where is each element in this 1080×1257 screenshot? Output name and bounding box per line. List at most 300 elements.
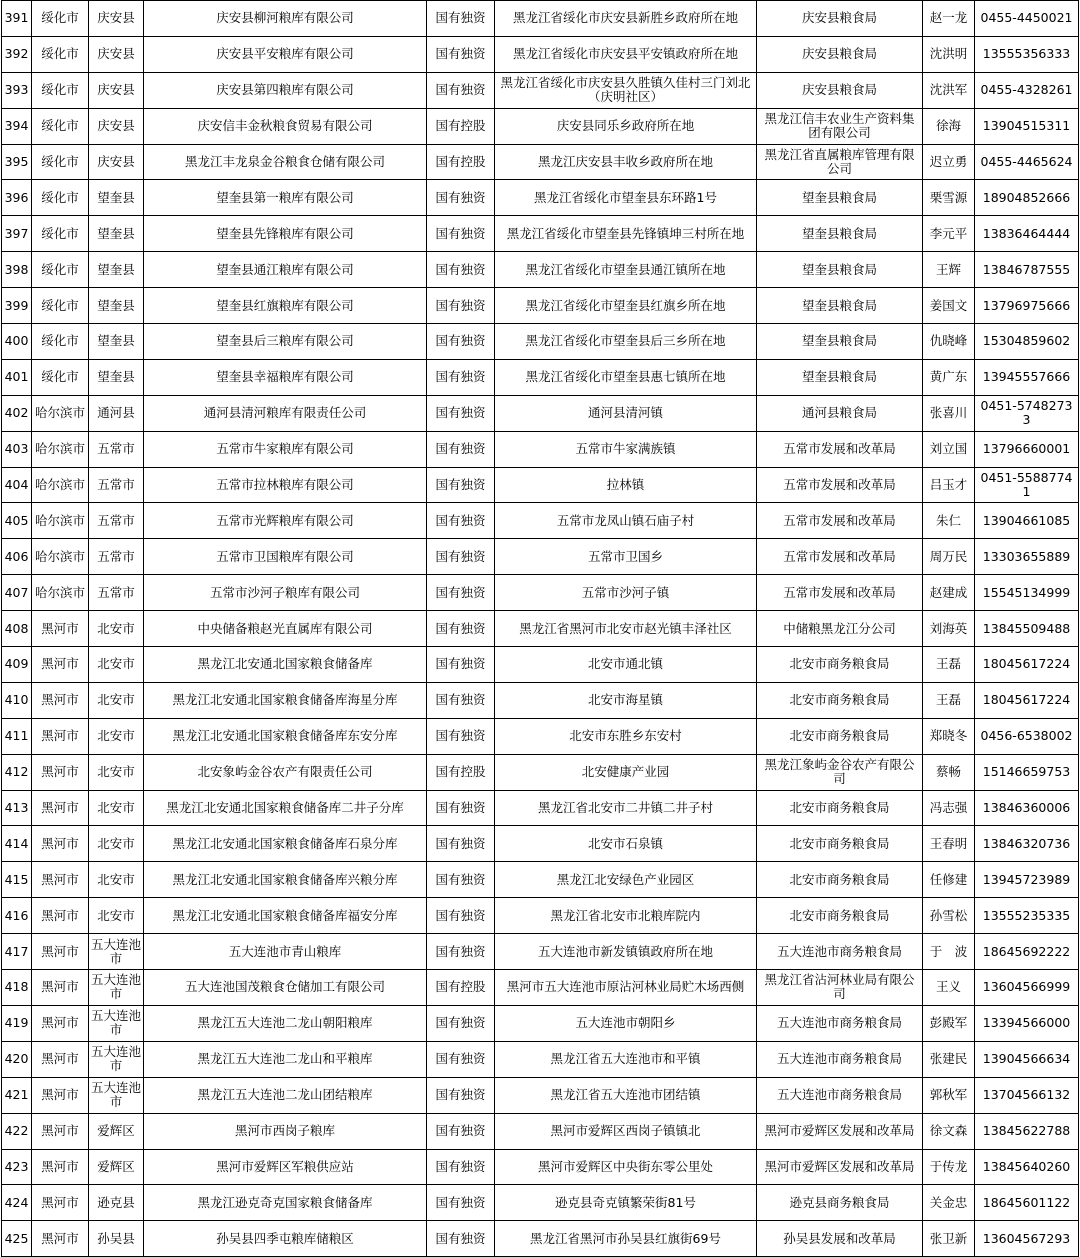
address-cell: 拉林镇 bbox=[495, 467, 757, 503]
ownership-type-cell: 国有独资 bbox=[427, 790, 495, 826]
depot-name-cell: 黑龙江北安通北国家粮食储备库东安分库 bbox=[144, 718, 427, 754]
contact-person-cell: 彭殿军 bbox=[923, 1005, 975, 1041]
ownership-type-cell: 国有独资 bbox=[427, 395, 495, 431]
depot-name-cell: 黑龙江五大连池二龙山朝阳粮库 bbox=[144, 1005, 427, 1041]
city-cell: 哈尔滨市 bbox=[32, 503, 89, 539]
address-cell: 北安市通北镇 bbox=[495, 647, 757, 683]
authority-cell: 北安市商务粮食局 bbox=[757, 826, 923, 862]
city-cell: 黑河市 bbox=[32, 898, 89, 934]
city-cell: 哈尔滨市 bbox=[32, 431, 89, 467]
depot-name-cell: 黑河市西岗子粮库 bbox=[144, 1113, 427, 1149]
phone-cell: 15304859602 bbox=[975, 324, 1079, 360]
table-row bbox=[2, 682, 1079, 718]
phone-cell: 13945723989 bbox=[975, 862, 1079, 898]
depot-name-cell: 五常市牛家粮库有限公司 bbox=[144, 431, 427, 467]
authority-cell: 五常市发展和改革局 bbox=[757, 431, 923, 467]
table-row bbox=[2, 647, 1079, 683]
table-row bbox=[2, 324, 1079, 360]
authority-cell: 中储粮黑龙江分公司 bbox=[757, 611, 923, 647]
table-row bbox=[2, 288, 1079, 324]
authority-cell: 北安市商务粮食局 bbox=[757, 790, 923, 826]
city-cell: 绥化市 bbox=[32, 144, 89, 180]
phone-cell: 18045617224 bbox=[975, 682, 1079, 718]
contact-person-cell: 吕玉才 bbox=[923, 467, 975, 503]
authority-cell: 望奎县粮食局 bbox=[757, 324, 923, 360]
row-number-cell: 399 bbox=[2, 288, 32, 324]
county-cell: 北安市 bbox=[89, 611, 144, 647]
table-row bbox=[2, 754, 1079, 790]
county-cell: 五大连池市 bbox=[89, 1041, 144, 1077]
row-number-cell: 407 bbox=[2, 575, 32, 611]
row-number-cell: 408 bbox=[2, 611, 32, 647]
contact-person-cell: 李元平 bbox=[923, 216, 975, 252]
table-row bbox=[2, 539, 1079, 575]
row-number-cell: 414 bbox=[2, 826, 32, 862]
table-row bbox=[2, 1077, 1079, 1113]
depot-name-cell: 黑龙江北安通北国家粮食储备库二井子分库 bbox=[144, 790, 427, 826]
table-row bbox=[2, 359, 1079, 395]
table-row bbox=[2, 898, 1079, 934]
ownership-type-cell: 国有独资 bbox=[427, 826, 495, 862]
table-row bbox=[2, 252, 1079, 288]
depot-name-cell: 黑龙江逊克奇克国家粮食储备库 bbox=[144, 1185, 427, 1221]
address-cell: 北安市海星镇 bbox=[495, 682, 757, 718]
depot-name-cell: 望奎县第一粮库有限公司 bbox=[144, 180, 427, 216]
contact-person-cell: 于 波 bbox=[923, 934, 975, 970]
address-cell: 五大连池市新发镇镇政府所在地 bbox=[495, 934, 757, 970]
county-cell: 望奎县 bbox=[89, 359, 144, 395]
county-cell: 北安市 bbox=[89, 682, 144, 718]
county-cell: 北安市 bbox=[89, 826, 144, 862]
city-cell: 绥化市 bbox=[32, 108, 89, 144]
address-cell: 黑龙江省绥化市望奎县先锋镇坤三村所在地 bbox=[495, 216, 757, 252]
contact-person-cell: 赵一龙 bbox=[923, 1, 975, 37]
authority-cell: 黑龙江信丰农业生产资料集团有限公司 bbox=[757, 108, 923, 144]
depot-name-cell: 黑河市爱辉区军粮供应站 bbox=[144, 1149, 427, 1185]
ownership-type-cell: 国有控股 bbox=[427, 970, 495, 1006]
city-cell: 黑河市 bbox=[32, 611, 89, 647]
contact-person-cell: 郑晓冬 bbox=[923, 718, 975, 754]
ownership-type-cell: 国有独资 bbox=[427, 1149, 495, 1185]
contact-person-cell: 沈洪军 bbox=[923, 72, 975, 108]
ownership-type-cell: 国有独资 bbox=[427, 216, 495, 252]
table-row bbox=[2, 395, 1079, 431]
row-number-cell: 418 bbox=[2, 970, 32, 1006]
phone-cell: 15545134999 bbox=[975, 575, 1079, 611]
authority-cell: 黑龙江省沾河林业局有限公司 bbox=[757, 970, 923, 1006]
row-number-cell: 397 bbox=[2, 216, 32, 252]
county-cell: 北安市 bbox=[89, 862, 144, 898]
phone-cell: 18645601122 bbox=[975, 1185, 1079, 1221]
ownership-type-cell: 国有独资 bbox=[427, 72, 495, 108]
phone-cell: 13394566000 bbox=[975, 1005, 1079, 1041]
address-cell: 黑龙江省绥化市望奎县通江镇所在地 bbox=[495, 252, 757, 288]
city-cell: 黑河市 bbox=[32, 970, 89, 1006]
depot-name-cell: 望奎县幸福粮库有限公司 bbox=[144, 359, 427, 395]
city-cell: 哈尔滨市 bbox=[32, 395, 89, 431]
contact-person-cell: 张喜川 bbox=[923, 395, 975, 431]
city-cell: 黑河市 bbox=[32, 1005, 89, 1041]
depot-name-cell: 黑龙江北安通北国家粮食储备库海星分库 bbox=[144, 682, 427, 718]
authority-cell: 望奎县粮食局 bbox=[757, 359, 923, 395]
city-cell: 绥化市 bbox=[32, 180, 89, 216]
ownership-type-cell: 国有独资 bbox=[427, 431, 495, 467]
county-cell: 北安市 bbox=[89, 754, 144, 790]
depot-name-cell: 黑龙江北安通北国家粮食储备库 bbox=[144, 647, 427, 683]
row-number-cell: 422 bbox=[2, 1113, 32, 1149]
authority-cell: 逊克县商务粮食局 bbox=[757, 1185, 923, 1221]
ownership-type-cell: 国有独资 bbox=[427, 1185, 495, 1221]
contact-person-cell: 蔡畅 bbox=[923, 754, 975, 790]
ownership-type-cell: 国有独资 bbox=[427, 288, 495, 324]
phone-cell: 13846360006 bbox=[975, 790, 1079, 826]
city-cell: 黑河市 bbox=[32, 647, 89, 683]
row-number-cell: 410 bbox=[2, 682, 32, 718]
address-cell: 五常市沙河子镇 bbox=[495, 575, 757, 611]
row-number-cell: 423 bbox=[2, 1149, 32, 1185]
depot-name-cell: 五常市光辉粮库有限公司 bbox=[144, 503, 427, 539]
address-cell: 黑龙江北安绿色产业园区 bbox=[495, 862, 757, 898]
row-number-cell: 400 bbox=[2, 324, 32, 360]
depot-name-cell: 黑龙江五大连池二龙山和平粮库 bbox=[144, 1041, 427, 1077]
table-row bbox=[2, 575, 1079, 611]
ownership-type-cell: 国有独资 bbox=[427, 1221, 495, 1257]
table-row bbox=[2, 718, 1079, 754]
authority-cell: 黑龙江象屿金谷农产有限公司 bbox=[757, 754, 923, 790]
depot-name-cell: 庆安县第四粮库有限公司 bbox=[144, 72, 427, 108]
address-cell: 通河县清河镇 bbox=[495, 395, 757, 431]
contact-person-cell: 王春明 bbox=[923, 826, 975, 862]
row-number-cell: 391 bbox=[2, 1, 32, 37]
city-cell: 黑河市 bbox=[32, 1221, 89, 1257]
contact-person-cell: 沈洪明 bbox=[923, 36, 975, 72]
authority-cell: 庆安县粮食局 bbox=[757, 36, 923, 72]
city-cell: 黑河市 bbox=[32, 718, 89, 754]
county-cell: 北安市 bbox=[89, 790, 144, 826]
phone-cell: 13604567293 bbox=[975, 1221, 1079, 1257]
county-cell: 庆安县 bbox=[89, 144, 144, 180]
row-number-cell: 419 bbox=[2, 1005, 32, 1041]
city-cell: 绥化市 bbox=[32, 252, 89, 288]
contact-person-cell: 刘立国 bbox=[923, 431, 975, 467]
authority-cell: 五常市发展和改革局 bbox=[757, 539, 923, 575]
contact-person-cell: 任修建 bbox=[923, 862, 975, 898]
city-cell: 绥化市 bbox=[32, 72, 89, 108]
address-cell: 黑龙江省绥化市庆安县久胜镇久佳村三门刘北（庆明社区） bbox=[495, 72, 757, 108]
phone-cell: 13846320736 bbox=[975, 826, 1079, 862]
depot-name-cell: 黑龙江五大连池二龙山团结粮库 bbox=[144, 1077, 427, 1113]
address-cell: 黑龙江省绥化市望奎县红旗乡所在地 bbox=[495, 288, 757, 324]
contact-person-cell: 姜国文 bbox=[923, 288, 975, 324]
contact-person-cell: 张建民 bbox=[923, 1041, 975, 1077]
city-cell: 黑河市 bbox=[32, 1077, 89, 1113]
table-body bbox=[2, 1, 1079, 1257]
county-cell: 通河县 bbox=[89, 395, 144, 431]
table-row bbox=[2, 1149, 1079, 1185]
row-number-cell: 396 bbox=[2, 180, 32, 216]
grain-depot-table bbox=[1, 0, 1079, 1257]
authority-cell: 北安市商务粮食局 bbox=[757, 682, 923, 718]
authority-cell: 五大连池市商务粮食局 bbox=[757, 1077, 923, 1113]
ownership-type-cell: 国有独资 bbox=[427, 575, 495, 611]
ownership-type-cell: 国有独资 bbox=[427, 1077, 495, 1113]
ownership-type-cell: 国有独资 bbox=[427, 503, 495, 539]
city-cell: 哈尔滨市 bbox=[32, 539, 89, 575]
city-cell: 黑河市 bbox=[32, 1149, 89, 1185]
authority-cell: 北安市商务粮食局 bbox=[757, 898, 923, 934]
authority-cell: 通河县粮食局 bbox=[757, 395, 923, 431]
address-cell: 庆安县同乐乡政府所在地 bbox=[495, 108, 757, 144]
address-cell: 黑龙江省绥化市望奎县惠七镇所在地 bbox=[495, 359, 757, 395]
contact-person-cell: 冯志强 bbox=[923, 790, 975, 826]
contact-person-cell: 王辉 bbox=[923, 252, 975, 288]
phone-cell: 0455-4328261 bbox=[975, 72, 1079, 108]
county-cell: 望奎县 bbox=[89, 216, 144, 252]
depot-name-cell: 庆安信丰金秋粮食贸易有限公司 bbox=[144, 108, 427, 144]
address-cell: 黑龙江省北安市二井镇二井子村 bbox=[495, 790, 757, 826]
contact-person-cell: 张卫新 bbox=[923, 1221, 975, 1257]
phone-cell: 13796975666 bbox=[975, 288, 1079, 324]
address-cell: 逊克县奇克镇繁荣街81号 bbox=[495, 1185, 757, 1221]
ownership-type-cell: 国有控股 bbox=[427, 108, 495, 144]
county-cell: 望奎县 bbox=[89, 324, 144, 360]
city-cell: 绥化市 bbox=[32, 324, 89, 360]
address-cell: 黑龙江庆安县丰收乡政府所在地 bbox=[495, 144, 757, 180]
city-cell: 黑河市 bbox=[32, 1041, 89, 1077]
address-cell: 黑龙江省黑河市北安市赵光镇丰泽社区 bbox=[495, 611, 757, 647]
address-cell: 黑龙江省绥化市庆安县新胜乡政府所在地 bbox=[495, 1, 757, 37]
city-cell: 绥化市 bbox=[32, 36, 89, 72]
city-cell: 绥化市 bbox=[32, 1, 89, 37]
contact-person-cell: 王义 bbox=[923, 970, 975, 1006]
authority-cell: 北安市商务粮食局 bbox=[757, 862, 923, 898]
contact-person-cell: 朱仁 bbox=[923, 503, 975, 539]
address-cell: 黑龙江省绥化市望奎县东环路1号 bbox=[495, 180, 757, 216]
table-row bbox=[2, 970, 1079, 1006]
authority-cell: 黑河市爱辉区发展和改革局 bbox=[757, 1149, 923, 1185]
depot-name-cell: 五常市沙河子粮库有限公司 bbox=[144, 575, 427, 611]
county-cell: 五大连池市 bbox=[89, 970, 144, 1006]
ownership-type-cell: 国有独资 bbox=[427, 180, 495, 216]
table-row bbox=[2, 72, 1079, 108]
phone-cell: 13904661085 bbox=[975, 503, 1079, 539]
phone-cell: 0451-55887741 bbox=[975, 467, 1079, 503]
table-row bbox=[2, 1113, 1079, 1149]
county-cell: 望奎县 bbox=[89, 252, 144, 288]
depot-name-cell: 五常市拉林粮库有限公司 bbox=[144, 467, 427, 503]
table-row bbox=[2, 1, 1079, 37]
ownership-type-cell: 国有独资 bbox=[427, 324, 495, 360]
ownership-type-cell: 国有独资 bbox=[427, 252, 495, 288]
county-cell: 五大连池市 bbox=[89, 934, 144, 970]
contact-person-cell: 关金忠 bbox=[923, 1185, 975, 1221]
city-cell: 黑河市 bbox=[32, 862, 89, 898]
contact-person-cell: 仇晓峰 bbox=[923, 324, 975, 360]
city-cell: 黑河市 bbox=[32, 1113, 89, 1149]
county-cell: 五常市 bbox=[89, 431, 144, 467]
phone-cell: 13303655889 bbox=[975, 539, 1079, 575]
contact-person-cell: 迟立勇 bbox=[923, 144, 975, 180]
row-number-cell: 417 bbox=[2, 934, 32, 970]
city-cell: 黑河市 bbox=[32, 790, 89, 826]
row-number-cell: 406 bbox=[2, 539, 32, 575]
city-cell: 黑河市 bbox=[32, 934, 89, 970]
row-number-cell: 415 bbox=[2, 862, 32, 898]
row-number-cell: 416 bbox=[2, 898, 32, 934]
address-cell: 黑龙江省绥化市庆安县平安镇政府所在地 bbox=[495, 36, 757, 72]
contact-person-cell: 孙雪松 bbox=[923, 898, 975, 934]
depot-name-cell: 望奎县先锋粮库有限公司 bbox=[144, 216, 427, 252]
county-cell: 逊克县 bbox=[89, 1185, 144, 1221]
phone-cell: 13904515311 bbox=[975, 108, 1079, 144]
authority-cell: 五常市发展和改革局 bbox=[757, 467, 923, 503]
authority-cell: 庆安县粮食局 bbox=[757, 72, 923, 108]
city-cell: 黑河市 bbox=[32, 1185, 89, 1221]
table-row bbox=[2, 144, 1079, 180]
county-cell: 庆安县 bbox=[89, 108, 144, 144]
ownership-type-cell: 国有独资 bbox=[427, 36, 495, 72]
contact-person-cell: 黄广东 bbox=[923, 359, 975, 395]
city-cell: 绥化市 bbox=[32, 216, 89, 252]
county-cell: 庆安县 bbox=[89, 36, 144, 72]
row-number-cell: 412 bbox=[2, 754, 32, 790]
phone-cell: 13836464444 bbox=[975, 216, 1079, 252]
row-number-cell: 425 bbox=[2, 1221, 32, 1257]
row-number-cell: 404 bbox=[2, 467, 32, 503]
authority-cell: 北安市商务粮食局 bbox=[757, 647, 923, 683]
ownership-type-cell: 国有独资 bbox=[427, 934, 495, 970]
address-cell: 黑龙江省五大连池市团结镇 bbox=[495, 1077, 757, 1113]
authority-cell: 五大连池市商务粮食局 bbox=[757, 934, 923, 970]
phone-cell: 18904852666 bbox=[975, 180, 1079, 216]
row-number-cell: 420 bbox=[2, 1041, 32, 1077]
authority-cell: 望奎县粮食局 bbox=[757, 252, 923, 288]
table-row bbox=[2, 467, 1079, 503]
ownership-type-cell: 国有独资 bbox=[427, 898, 495, 934]
depot-name-cell: 五常市卫国粮库有限公司 bbox=[144, 539, 427, 575]
depot-name-cell: 通河县清河粮库有限责任公司 bbox=[144, 395, 427, 431]
depot-name-cell: 黑龙江丰龙泉金谷粮食仓储有限公司 bbox=[144, 144, 427, 180]
depot-name-cell: 黑龙江北安通北国家粮食储备库兴粮分库 bbox=[144, 862, 427, 898]
phone-cell: 13555235335 bbox=[975, 898, 1079, 934]
phone-cell: 13704566132 bbox=[975, 1077, 1079, 1113]
authority-cell: 望奎县粮食局 bbox=[757, 180, 923, 216]
ownership-type-cell: 国有独资 bbox=[427, 718, 495, 754]
phone-cell: 18645692222 bbox=[975, 934, 1079, 970]
table-row bbox=[2, 503, 1079, 539]
address-cell: 北安市东胜乡东安村 bbox=[495, 718, 757, 754]
contact-person-cell: 刘海英 bbox=[923, 611, 975, 647]
address-cell: 黑龙江省黑河市孙吴县红旗街69号 bbox=[495, 1221, 757, 1257]
phone-cell: 0455-4450021 bbox=[975, 1, 1079, 37]
city-cell: 绥化市 bbox=[32, 288, 89, 324]
phone-cell: 13555356333 bbox=[975, 36, 1079, 72]
row-number-cell: 403 bbox=[2, 431, 32, 467]
ownership-type-cell: 国有独资 bbox=[427, 682, 495, 718]
ownership-type-cell: 国有独资 bbox=[427, 467, 495, 503]
contact-person-cell: 徐文森 bbox=[923, 1113, 975, 1149]
county-cell: 庆安县 bbox=[89, 72, 144, 108]
contact-person-cell: 郭秋军 bbox=[923, 1077, 975, 1113]
phone-cell: 13845509488 bbox=[975, 611, 1079, 647]
county-cell: 孙吴县 bbox=[89, 1221, 144, 1257]
phone-cell: 13796660001 bbox=[975, 431, 1079, 467]
depot-name-cell: 望奎县红旗粮库有限公司 bbox=[144, 288, 427, 324]
table-row bbox=[2, 180, 1079, 216]
table-row bbox=[2, 216, 1079, 252]
address-cell: 北安市石泉镇 bbox=[495, 826, 757, 862]
row-number-cell: 392 bbox=[2, 36, 32, 72]
phone-cell: 13845622788 bbox=[975, 1113, 1079, 1149]
authority-cell: 五大连池市商务粮食局 bbox=[757, 1041, 923, 1077]
county-cell: 爱辉区 bbox=[89, 1113, 144, 1149]
row-number-cell: 405 bbox=[2, 503, 32, 539]
row-number-cell: 421 bbox=[2, 1077, 32, 1113]
table-row bbox=[2, 431, 1079, 467]
row-number-cell: 424 bbox=[2, 1185, 32, 1221]
table-row bbox=[2, 790, 1079, 826]
row-number-cell: 394 bbox=[2, 108, 32, 144]
contact-person-cell: 于传龙 bbox=[923, 1149, 975, 1185]
contact-person-cell: 赵建成 bbox=[923, 575, 975, 611]
ownership-type-cell: 国有独资 bbox=[427, 359, 495, 395]
city-cell: 黑河市 bbox=[32, 826, 89, 862]
ownership-type-cell: 国有独资 bbox=[427, 1041, 495, 1077]
county-cell: 五常市 bbox=[89, 503, 144, 539]
ownership-type-cell: 国有控股 bbox=[427, 754, 495, 790]
ownership-type-cell: 国有控股 bbox=[427, 144, 495, 180]
address-cell: 黑河市五大连池市原沾河林业局贮木场西侧 bbox=[495, 970, 757, 1006]
city-cell: 绥化市 bbox=[32, 359, 89, 395]
table-row bbox=[2, 862, 1079, 898]
address-cell: 五常市牛家满族镇 bbox=[495, 431, 757, 467]
city-cell: 哈尔滨市 bbox=[32, 467, 89, 503]
address-cell: 黑龙江省绥化市望奎县后三乡所在地 bbox=[495, 324, 757, 360]
county-cell: 北安市 bbox=[89, 718, 144, 754]
county-cell: 五大连池市 bbox=[89, 1005, 144, 1041]
phone-cell: 0456-6538002 bbox=[975, 718, 1079, 754]
address-cell: 五大连池市朝阳乡 bbox=[495, 1005, 757, 1041]
phone-cell: 13604566999 bbox=[975, 970, 1079, 1006]
contact-person-cell: 王磊 bbox=[923, 682, 975, 718]
depot-name-cell: 黑龙江北安通北国家粮食储备库石泉分库 bbox=[144, 826, 427, 862]
contact-person-cell: 徐海 bbox=[923, 108, 975, 144]
city-cell: 哈尔滨市 bbox=[32, 575, 89, 611]
row-number-cell: 411 bbox=[2, 718, 32, 754]
ownership-type-cell: 国有独资 bbox=[427, 647, 495, 683]
phone-cell: 15146659753 bbox=[975, 754, 1079, 790]
county-cell: 望奎县 bbox=[89, 180, 144, 216]
table-row bbox=[2, 934, 1079, 970]
row-number-cell: 402 bbox=[2, 395, 32, 431]
ownership-type-cell: 国有独资 bbox=[427, 611, 495, 647]
county-cell: 五大连池市 bbox=[89, 1077, 144, 1113]
county-cell: 五常市 bbox=[89, 467, 144, 503]
address-cell: 黑龙江省五大连池市和平镇 bbox=[495, 1041, 757, 1077]
phone-cell: 13945557666 bbox=[975, 359, 1079, 395]
county-cell: 五常市 bbox=[89, 539, 144, 575]
contact-person-cell: 周万民 bbox=[923, 539, 975, 575]
authority-cell: 庆安县粮食局 bbox=[757, 1, 923, 37]
address-cell: 五常市龙凤山镇石庙子村 bbox=[495, 503, 757, 539]
table-row bbox=[2, 108, 1079, 144]
contact-person-cell: 栗雪源 bbox=[923, 180, 975, 216]
ownership-type-cell: 国有独资 bbox=[427, 1113, 495, 1149]
phone-cell: 13845640260 bbox=[975, 1149, 1079, 1185]
address-cell: 黑龙江省北安市北粮库院内 bbox=[495, 898, 757, 934]
table-row bbox=[2, 1221, 1079, 1257]
ownership-type-cell: 国有独资 bbox=[427, 862, 495, 898]
